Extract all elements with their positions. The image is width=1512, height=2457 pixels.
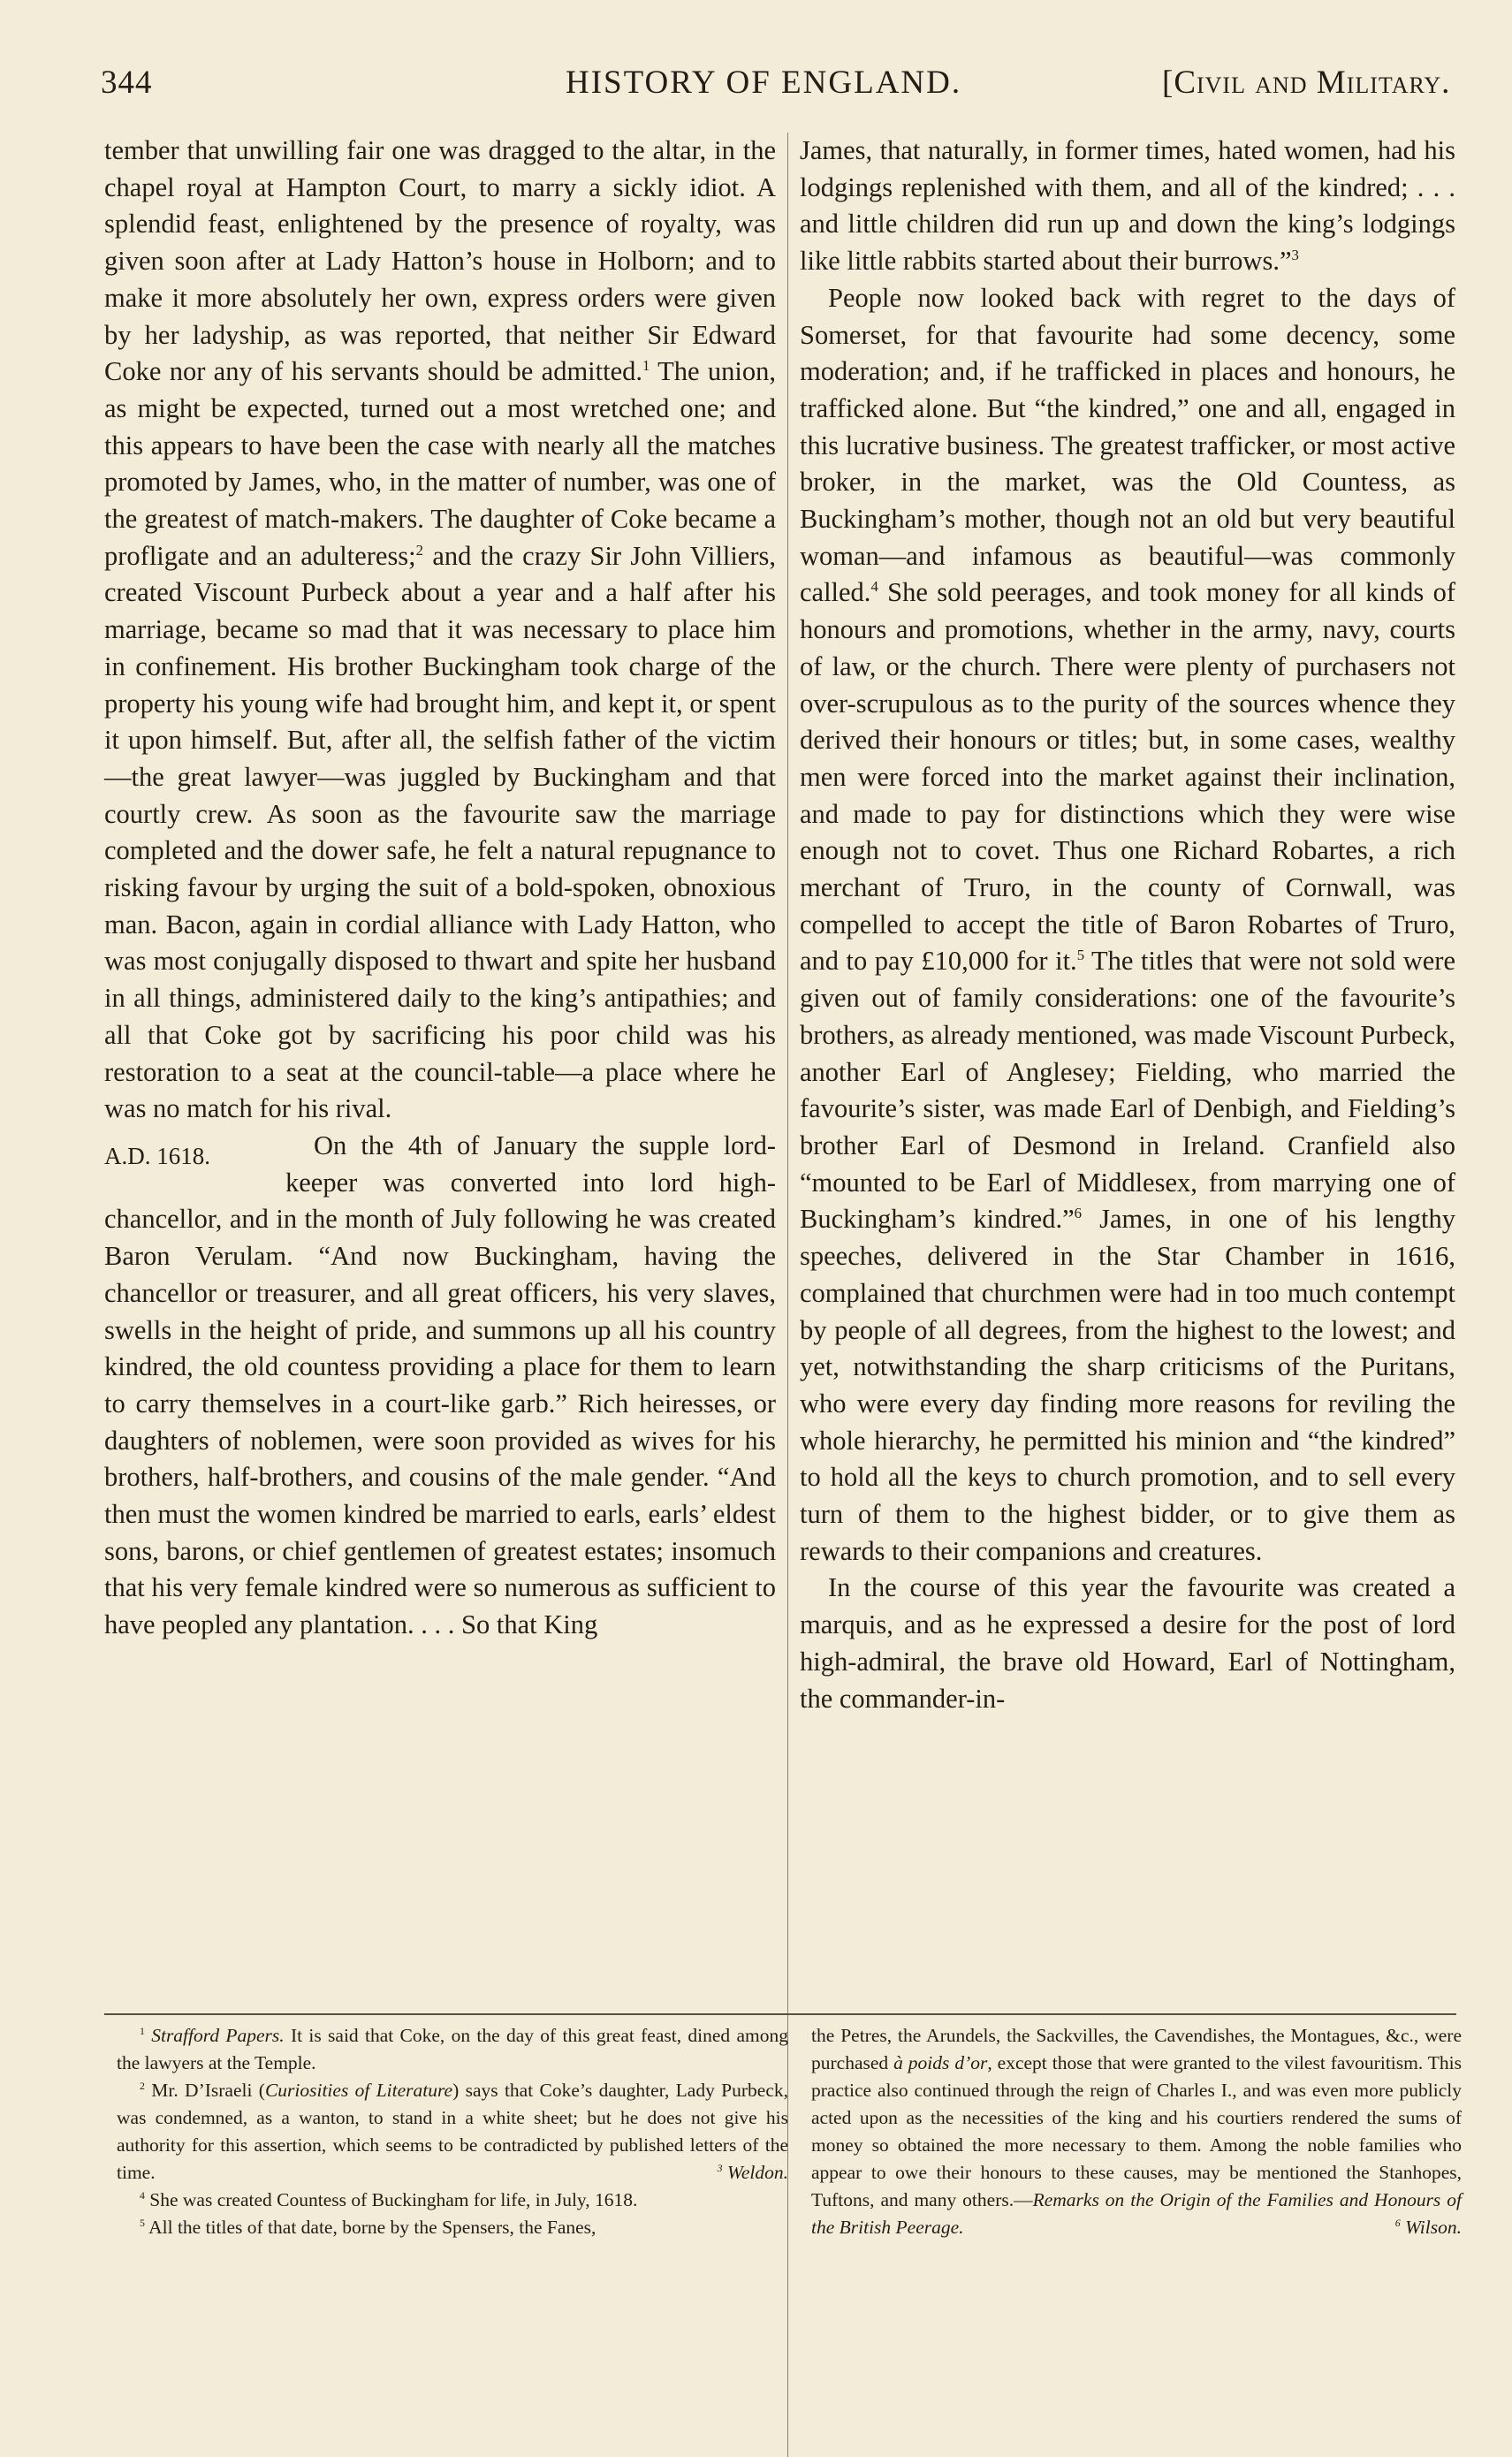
footnote: $^1$ Strafford Papers. It is said that Coke, on the day of this great feast, dined among the lawyers at the Temple. [117,2024,788,2073]
footnote-rule [104,2013,1456,2015]
footnote-ref: 4 [870,578,878,596]
running-title: HISTORY OF ENGLAND. [566,65,962,101]
page-number: 344 [101,65,153,101]
paragraph: People now looked back with regret to the days of Somerset, for that favourite had some decency, some moderation; and, if he trafficked in places and honours, he trafficked alone. But “the kindred,” one and all, engaged in this lucrative business. The greatest trafficker, or most active broker, in the market, was the Old Countess, as Buckingham’s mother, though not an old but very beautiful woman—and infamous as beautiful—was commonly called.$^4$ She sold peerages, and took money for all kinds of honours and promotions, whether in the army, navy, courts of law, or the church. There were plenty of purchasers not over-scrupulous as to the purity of the sources whence they derived their honours or titles; but, in some cases, wealthy men were forced into the market against their inclination, and made to pay for distinctions which they were wise enough not to covet. Thus one Richard Robartes, a rich merchant of Truro, in the county of Cornwall, was compelled to accept the title of Baron Robartes of Truro, and to pay £10,000 for it.$^5$ The titles that were not sold were given out of family considerations: one of the favourite’s brothers, as already mentioned, was made Viscount Purbeck, another Earl of Anglesey; Fielding, who married the favourite’s sister, was made Earl of Denbigh, and Fielding’s brother Earl of Desmond in Ireland. Cranfield also “mounted to be Earl of Middlesex, from marrying one of Buckingham’s kindred.”$^6$ James, in one of his lengthy speeches, delivered in the Star Chamber in 1616, complained that churchmen were had in too much contempt by people of all degrees, from the highest to the lowest; and yet, notwithstanding the sharp criticisms of the Puritans, who were every day finding more reasons for reviling the whole hierarchy, he permitted his minion and “the kindred” to hold all the keys to church promotion, and to sell every turn of them to the highest bidder, or to give them as rewards to their companions and creatures. [800,282,1455,1566]
footnote-ref: 1 [642,357,650,375]
left-column [104,133,776,1644]
footnote: $^4$ She was created Countess of Buckingham for life, in July, 1618. [140,2188,638,2210]
section-title: [Civil and Military. [1162,65,1451,101]
footnote-ref: 3 [1291,246,1299,263]
footnote: $^5$ All the titles of that date, borne by the Spensers, the Fanes, [140,2216,596,2238]
right-column [800,133,1455,1717]
footnote: $^2$ Mr. D’Israeli (Curiosities of Literature) says that Coke’s daughter, Lady Purbeck, was condemned, as a wanton, to stand in a white sheet; but he does not give his authority for this assertion, which seems to be contradicted by published letters of the time. $^3$ Weldon. [117,2077,788,2187]
paragraph: tember that unwilling fair one was dragged to the altar, in the chapel royal at Hampton Court, to marry a sickly idiot. A splendid feast, enlightened by the presence of royalty, was given soon after at Lady Hatton’s house in Holborn; and to make it more absolutely her own, express orders were given by her ladyship, as was reported, that neither Sir Edward Coke nor any of his servants should be admitted.$^1$ The union, as might be expected, turned out a most wretched one; and this appears to have been the case with nearly all the matches promoted by James, who, in the matter of number, was one of the greatest of match-makers. The daughter of Coke became a profligate and an adulteress;$^2$ and the crazy Sir John Villiers, created Viscount Purbeck about a year and a half after his marriage, became so mad that it was necessary to place him in confinement. His brother Buckingham took charge of the property his young wife had brought him, and kept it, or spent it upon himself. But, after all, the selfish father of the victim—the great lawyer—was juggled by Buckingham and that courtly crew. As soon as the favourite saw the marriage completed and the dower safe, he felt a natural repugnance to risking favour by urging the suit of a bold-spoken, obnoxious man. Bacon, again in cordial alliance with Lady Hatton, who was most conjugally disposed to thwart and spite her husband in all things, administered daily to the king’s antipathies; and all that Coke got by sacrificing his poor child was his restoration to a seat at the council-table—a place where he was no match for his rival. [104,135,777,1124]
footnote-ref: 5 [1076,947,1085,964]
paragraph: A.D. 1618. On the 4th of January the supple lord-keeper was converted into lord high-chancellor, and in the month of July following he was created Baron Verulam. “And now Buckingham, having the chancellor or treasurer, and all great officers, his very slaves, swells in the height of pride, and summons up all his country kindred, the old countess providing a place for them to learn to carry themselves in a court-like garb.” Rich heiresses, or daughters of noblemen, were soon provided as wives for his brothers, half-brothers, and cousins of the male gender. “And then must the women kindred be married to earls, earls’ eldest sons, barons, or chief gentlemen of greatest estates; insomuch that his very female kindred were so numerous as sufficient to have peopled any plantation. . . . So that King [104,1130,776,1640]
margin-date: A.D. 1618. [104,1142,210,1169]
footnote-ref: 2 [415,541,424,559]
footnote-source: $^6$ Wilson. [1394,2216,1462,2238]
footnotes-right [811,2022,1462,2241]
paragraph: In the course of this year the favourite was created a marquis, and as he expressed a desire for the post of lord high-admiral, the brave old Howard, Earl of Nottingham, the commander-in- [800,1572,1455,1714]
footnote-source: $^3$ Weldon. [717,2161,788,2183]
paragraph: James, that naturally, in former times, hated women, had his lodgings replenished with them, and all of the kindred; . . . and little children did run up and down the king’s lodgings like little rabbits started about their burrows.”$^3$ [800,135,1455,277]
footnote-ref: 6 [1074,1205,1083,1222]
page-header [0,64,1512,117]
footnote-continued: the Petres, the Arundels, the Sackvilles, the Cavendishes, the Montagues, &c., were purchased à poids d’or, except those that were granted to the vilest favouritism. This practice also continued through the reign of Charles I., and was even more publicly acted upon as the necessities of the king and his courtiers rendered the sums of money so obtained the more necessary to them. Among the noble families who appear to owe their honours to these causes, may be mentioned the Stanhopes, Tuftons, and many others.—Remarks on the Origin of the Families and Honours of the British Peerage. $^6$ Wilson. [811,2022,1462,2241]
footnotes-left [117,2022,788,2241]
